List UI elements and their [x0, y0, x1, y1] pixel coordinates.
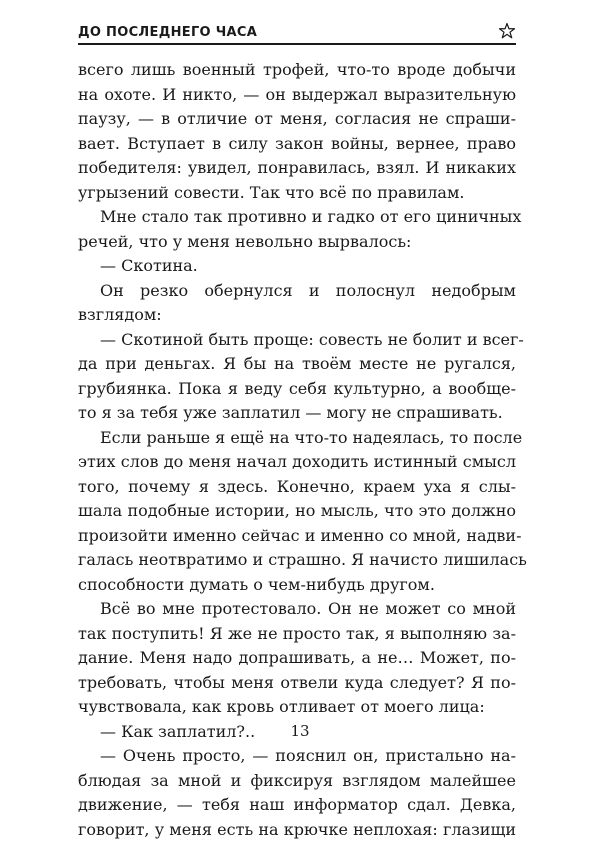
- text-line: Мне стало так противно и гадко от его циничных: [78, 205, 516, 230]
- text-line: — Скотина.: [78, 254, 516, 279]
- text-line: способности думать о чем-нибудь другом.: [78, 573, 516, 598]
- text-line: всего лишь военный трофей, что-то вроде добычи: [78, 58, 516, 83]
- text-line: Всё во мне протестовало. Он не может со мной: [78, 597, 516, 622]
- text-line: произойти именно сейчас и именно со мной, надви-: [78, 524, 516, 549]
- text-line: того, почему я здесь. Конечно, краем уха я слы-: [78, 475, 516, 500]
- text-line: да при деньгах. Я бы на твоём месте не ругался,: [78, 352, 516, 377]
- text-line: речей, что у меня невольно вырвалось:: [78, 230, 516, 255]
- page-number: 13: [0, 722, 600, 740]
- text-line: Он резко обернулся и полоснул недобрым: [78, 279, 516, 304]
- text-line: требовать, чтобы меня отвели куда следует? Я по-: [78, 671, 516, 696]
- text-line: вает. Вступает в силу закон войны, вернее, право: [78, 132, 516, 157]
- text-line: галась неотвратимо и страшно. Я начисто лишилась: [78, 548, 516, 573]
- text-line: этих слов до меня начал доходить истинный смысл: [78, 450, 516, 475]
- text-line: грубиянка. Пока я веду себя культурно, а вообще-: [78, 377, 516, 402]
- text-line: — Очень просто, — пояснил он, пристально на-: [78, 744, 516, 769]
- text-line: движение, — тебя наш информатор сдал. Девка,: [78, 793, 516, 818]
- text-line: взглядом:: [78, 303, 516, 328]
- text-line: — Как заплатил?..: [78, 720, 516, 745]
- star-outline-icon: [498, 22, 516, 40]
- text-line: паузу, — в отличие от меня, согласия не спраши-: [78, 107, 516, 132]
- running-header: [78, 22, 516, 45]
- text-line: так поступить! Я же не просто так, я выполняю за-: [78, 622, 516, 647]
- text-line: блюдая за мной и фиксируя взглядом малейшее: [78, 769, 516, 794]
- text-line: шала подобные истории, но мысль, что это должно: [78, 499, 516, 524]
- text-line: дание. Меня надо допрашивать, а не… Может, по-: [78, 646, 516, 671]
- text-line: — Скотиной быть проще: совесть не болит и всег-: [78, 328, 516, 353]
- text-line: говорит, у меня есть на крючке неплохая: глазищи: [78, 818, 516, 842]
- text-line: Если раньше я ещё на что-то надеялась, то после: [78, 426, 516, 451]
- text-line: то я за тебя уже заплатил — могу не спрашивать.: [78, 401, 516, 426]
- text-line: чувствовала, как кровь отливает от моего лица:: [78, 695, 516, 720]
- running-title: ДО ПОСЛЕДНЕГО ЧАСА: [78, 25, 257, 40]
- text-line: победителя: увидел, понравилась, взял. И никаких: [78, 156, 516, 181]
- text-line: угрызений совести. Так что всё по правилам.: [78, 181, 516, 206]
- text-line: на охоте. И никто, — он выдержал выразительную: [78, 83, 516, 108]
